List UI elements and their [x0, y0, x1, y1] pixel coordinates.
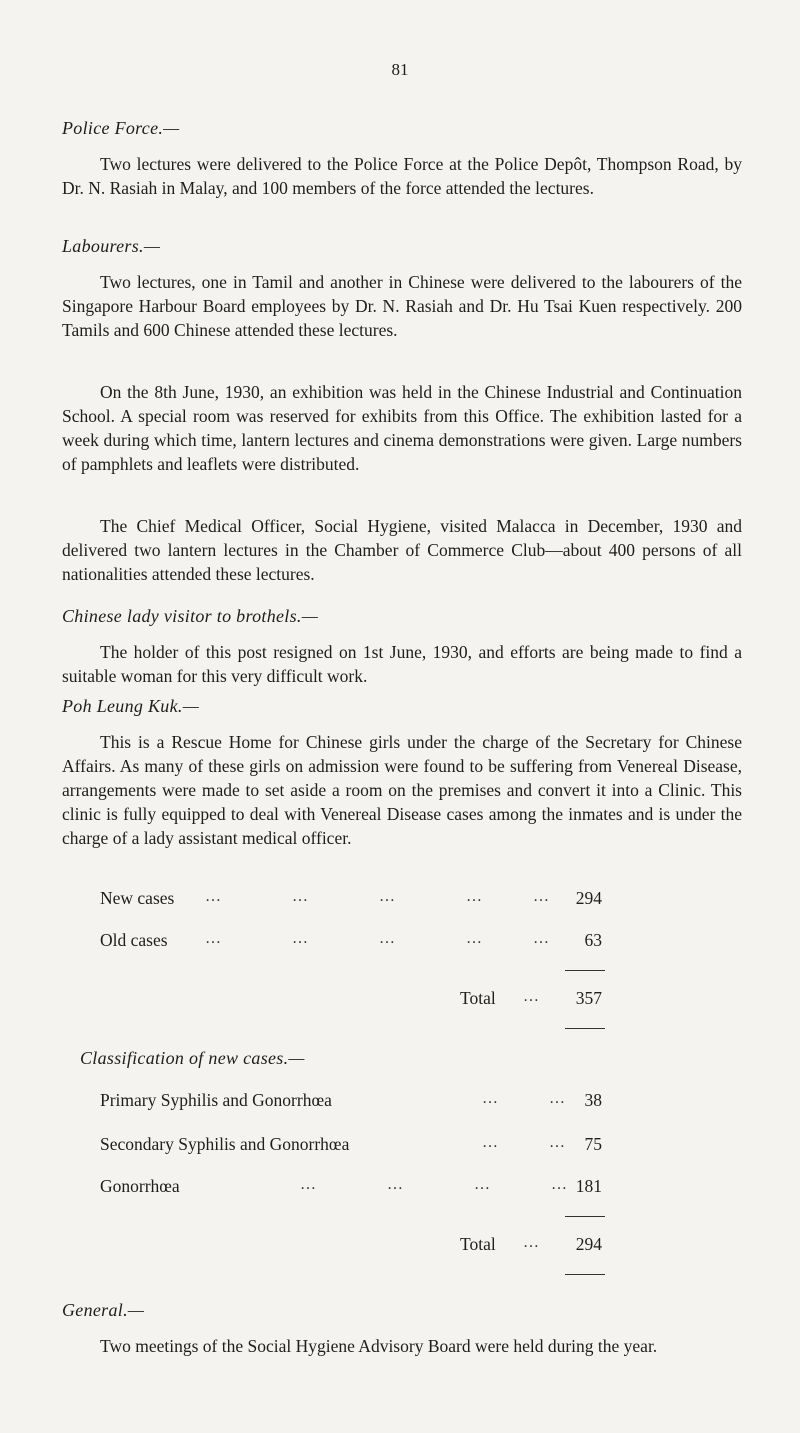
classification-total-label: Total [460, 1234, 496, 1254]
old-cases-label: Old cases [100, 930, 168, 950]
classification-heading: Classification of new cases.— [80, 1048, 305, 1068]
gonorrhoea-label: Gonorrhœa [100, 1176, 180, 1196]
police-force-paragraph: Two lectures were delivered to the Police Force at the Police Depôt, Thompson Road, by Dr. N. Rasiah in Malay, and 100 members of the force attended the lectures. [62, 154, 742, 198]
exhibition-paragraph: On the 8th June, 1930, an exhibition was held in the Chinese Industrial and Continuation School. A special room was reserved for exhibits from this Office. The exhibition lasted for a week during which time, lantern lectures and cinema demonstrations were given. Large numbers of pamphlets and leaflets were distributed. [62, 382, 742, 474]
total-rule [565, 1028, 605, 1029]
poh-leung-kuk-heading: Poh Leung Kuk.— [62, 696, 199, 716]
page-number: 81 [391, 60, 409, 79]
total-rule [565, 1274, 605, 1275]
subtotal-rule [565, 1216, 605, 1217]
lady-visitor-paragraph: The holder of this post resigned on 1st June, 1930, and efforts are being made to find a suitable woman for this very difficult work. [62, 642, 742, 686]
new-cases-value: 294 [575, 888, 602, 908]
cases-total-value: 357 [575, 988, 602, 1008]
general-heading: General.— [62, 1300, 145, 1320]
labourers-heading: Labourers.— [62, 236, 161, 256]
classification-total-value: 294 [575, 1234, 602, 1254]
malacca-paragraph: The Chief Medical Officer, Social Hygiene, visited Malacca in December, 1930 and delivered two lantern lectures in the Chamber of Commerce Club—about 400 persons of all nationalities attended these lectures. [62, 516, 742, 584]
leader-dots: … [523, 988, 540, 1005]
cases-total-label: Total [460, 988, 496, 1008]
secondary-syphilis-value: 75 [584, 1134, 602, 1154]
subtotal-rule [565, 970, 605, 971]
secondary-syphilis-label: Secondary Syphilis and Gonorrhœa [100, 1134, 350, 1154]
gonorrhoea-value: 181 [575, 1176, 602, 1196]
leader-dots: … … … … … [205, 888, 550, 905]
labourers-paragraph: Two lectures, one in Tamil and another in Chinese were delivered to the labourers of the Singapore Harbour Board employees by Dr. N. Rasiah and Dr. Hu Tsai Kuen respectively. 200 Tamils and 600 Chinese attended these lectures. [62, 272, 742, 340]
leader-dots: … … [482, 1090, 566, 1107]
lady-visitor-heading: Chinese lady visitor to brothels.— [62, 606, 319, 626]
leader-dots: … … … … … [205, 930, 550, 947]
police-force-heading: Police Force.— [62, 118, 180, 138]
leader-dots: … … … … [300, 1176, 568, 1193]
poh-leung-kuk-paragraph: This is a Rescue Home for Chinese girls under the charge of the Secretary for Chinese Affairs. As many of these girls on admission were found to be suffering from Venereal Disease, arrangements were made to set aside a room on the premises and convert it into a Clinic. This clinic is fully equipped to deal with Venereal Disease cases among the inmates and is under the charge of a lady assistant medical officer. [62, 732, 742, 848]
primary-syphilis-value: 38 [584, 1090, 602, 1110]
general-paragraph: Two meetings of the Social Hygiene Advisory Board were held during the year. [100, 1336, 658, 1356]
leader-dots: … [523, 1234, 540, 1251]
primary-syphilis-label: Primary Syphilis and Gonorrhœa [100, 1090, 332, 1110]
leader-dots: … … [482, 1134, 566, 1151]
old-cases-value: 63 [584, 930, 602, 950]
new-cases-label: New cases [100, 888, 175, 908]
